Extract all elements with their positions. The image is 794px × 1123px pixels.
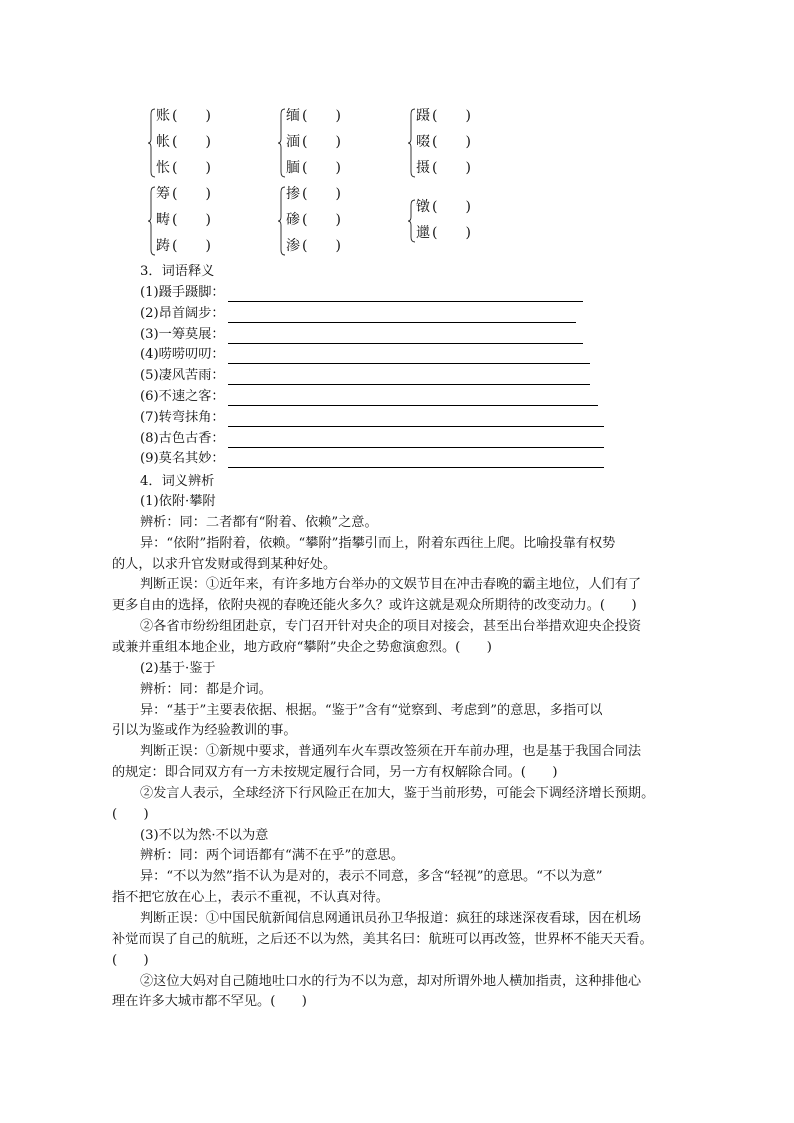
text-line: 补觉而误了自己的航班，之后还不以为然，美其名曰：航班可以再改签，世界杯不能天天看。 (112, 931, 653, 947)
answer-line[interactable] (228, 308, 576, 323)
char-item (416, 225, 471, 241)
pinyin-blank[interactable]: ( ) (432, 160, 471, 176)
char-item (286, 160, 341, 176)
answer-line[interactable] (228, 453, 604, 468)
text-line: 更多自由的选择，依附央视的春晚还能火多久？或许这就是观众所期待的改变动力。( ) (112, 598, 637, 614)
brace-icon (408, 108, 416, 178)
pinyin-blank[interactable]: ( ) (302, 108, 341, 124)
char-item (286, 134, 341, 150)
text-line: 引以为鉴或作为经验教训的事。 (112, 723, 297, 739)
section-4-title: 4．词义辨析 (140, 474, 215, 489)
pinyin-blank[interactable]: ( ) (172, 238, 211, 254)
char-item (416, 108, 471, 124)
character: 镦 (416, 199, 430, 215)
term-label: (6)不速之客： (140, 389, 225, 404)
pinyin-blank[interactable]: ( ) (172, 108, 211, 124)
text-line: ②各省市纷纷组团赴京，专门召开针对央企的项目对接会，甚至出台举措欢迎央企投资 (140, 619, 642, 635)
text-line: 判断正误：①近年来，有许多地方台举办的文娱节目在冲击春晚的霸主地位，人们有了 (140, 577, 642, 593)
brace-icon (278, 186, 286, 256)
pinyin-blank[interactable]: ( ) (172, 160, 211, 176)
char-item (156, 160, 211, 176)
pinyin-blank[interactable]: ( ) (432, 199, 471, 215)
text-line: ( ) (112, 952, 149, 968)
char-item (286, 238, 341, 254)
definition-item (140, 346, 590, 364)
brace-icon (278, 108, 286, 178)
text-line: 辨析：同：两个词语都有“满不在乎”的意思。 (140, 848, 405, 864)
pinyin-blank[interactable]: ( ) (172, 134, 211, 150)
text-line: 异：“基于”主要表依据、根据。“鉴于”含有“觉察到、考虑到”的意思，多指可以 (140, 702, 603, 718)
char-item (286, 108, 341, 124)
character: 腼 (286, 160, 300, 176)
text-line: 异：“依附”指附着，依赖。“攀附”指攀引而上，附着东西往上爬。比喻投靠有权势 (140, 535, 616, 551)
answer-line[interactable] (228, 370, 590, 385)
pinyin-blank[interactable]: ( ) (302, 134, 341, 150)
text-line: (1)依附·攀附 (140, 494, 216, 509)
character: 啜 (416, 134, 430, 150)
pinyin-blank[interactable]: ( ) (432, 134, 471, 150)
pinyin-blank[interactable]: ( ) (432, 225, 471, 241)
definition-item (140, 450, 604, 468)
character: 蹑 (416, 108, 430, 124)
char-item (286, 212, 341, 228)
brace-icon (408, 199, 416, 243)
text-line: 或兼并重组本地企业，地方政府“攀附”央企之势愈演愈烈。( ) (112, 639, 492, 655)
char-item (156, 134, 211, 150)
answer-line[interactable] (228, 433, 604, 448)
text-line: ②发言人表示，全球经济下行风险正在加大，鉴于当前形势，可能会下调经济增长预期。 (140, 785, 655, 801)
text-line: 的人，以求升官发财或得到某种好处。 (112, 556, 337, 572)
definition-item (140, 430, 604, 448)
pinyin-blank[interactable]: ( ) (172, 186, 211, 202)
char-item (156, 238, 211, 254)
pinyin-blank[interactable]: ( ) (432, 108, 471, 124)
term-label: (1)蹑手蹑脚： (140, 285, 225, 300)
definition-item (140, 284, 583, 302)
character: 湎 (286, 134, 300, 150)
answer-line[interactable] (228, 329, 583, 344)
char-item (156, 212, 211, 228)
char-item (416, 160, 471, 176)
text-line: 异：“不以为然”指不认为是对的，表示不同意，多含“轻视”的意思。“不以为意” (140, 869, 603, 885)
char-item (416, 134, 471, 150)
character: 账 (156, 108, 170, 124)
text-line: (3)不以为然·不以为意 (140, 827, 269, 843)
term-label: (3)一筹莫展： (140, 326, 225, 342)
text-line: 辨析：同：都是介词。 (140, 681, 272, 697)
answer-line[interactable] (228, 287, 583, 302)
term-label: (2)昂首阔步： (140, 305, 225, 321)
char-item (156, 186, 211, 202)
character: 筹 (156, 186, 170, 202)
answer-line[interactable] (228, 349, 590, 364)
character: 渗 (286, 238, 300, 254)
pinyin-blank[interactable]: ( ) (172, 212, 211, 228)
character: 摄 (416, 160, 430, 176)
character: 畴 (156, 212, 170, 228)
section-3-title: 3．词语释义 (140, 264, 215, 279)
text-line: ②这位大妈对自己随地吐口水的行为不以为意，却对所谓外地人横加指责，这种排他心 (140, 973, 642, 989)
character: 缅 (286, 108, 300, 124)
term-label: (5)凄风苦雨： (140, 368, 225, 384)
text-line: 辨析：同：二者都有“附着、依赖”之意。 (140, 514, 378, 530)
answer-line[interactable] (228, 391, 598, 406)
answer-line[interactable] (228, 412, 604, 427)
text-line: (2)基于·鉴于 (140, 660, 216, 676)
term-label: (4)唠唠叨叨： (140, 347, 225, 363)
brace-icon (148, 186, 156, 256)
pinyin-blank[interactable]: ( ) (302, 212, 341, 228)
character: 帐 (156, 134, 170, 150)
char-item (286, 186, 341, 202)
char-item (156, 108, 211, 124)
text-line: 指不把它放在心上，表示不重视，不认真对待。 (112, 890, 389, 906)
character: 怅 (156, 160, 170, 176)
brace-icon (148, 108, 156, 178)
definition-item (140, 326, 583, 344)
text-line: 的规定：即合同双方有一方未按规定履行合同，另一方有权解除合同。( ) (112, 765, 558, 781)
character: 碜 (286, 212, 300, 228)
character: 邋 (416, 225, 430, 241)
definition-item (140, 367, 590, 385)
definition-item (140, 305, 576, 323)
pinyin-blank[interactable]: ( ) (302, 160, 341, 176)
character: 掺 (286, 186, 300, 202)
term-label: (9)莫名其妙： (140, 451, 225, 467)
definition-item (140, 409, 604, 427)
char-item (416, 199, 471, 215)
term-label: (7)转弯抹角： (140, 409, 225, 425)
text-line: 判断正误：①新规中要求，普通列车火车票改签须在开车前办理，也是基于我国合同法 (140, 744, 642, 760)
text-line: 理在许多大城市都不罕见。( ) (112, 994, 307, 1010)
text-line: 判断正误：①中国民航新闻信息网通讯员孙卫华报道：疯狂的球迷深夜看球，因在机场 (140, 911, 642, 926)
term-label: (8)古色古香： (140, 430, 225, 446)
pinyin-blank[interactable]: ( ) (302, 238, 341, 254)
definition-item (140, 388, 598, 406)
character: 踌 (156, 238, 170, 254)
text-line: ( ) (112, 806, 149, 822)
pinyin-blank[interactable]: ( ) (302, 186, 341, 202)
